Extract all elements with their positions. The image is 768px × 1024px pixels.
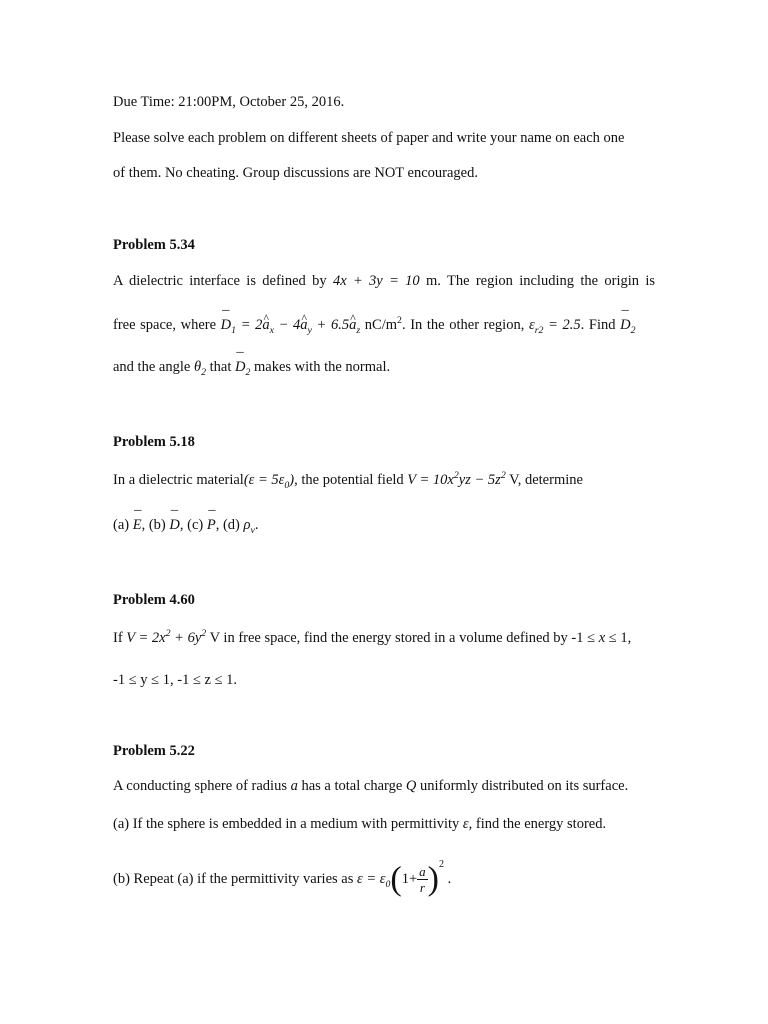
problem-5-34-line-1: A dielectric interface is defined by 4x + 3y = 10 m. The region including the origin is [113,273,655,289]
problem-4-60-line-2: -1 ≤ y ≤ 1, -1 ≤ z ≤ 1. [113,672,238,688]
d2-symbol-2: ¯ $D_2$ [235,359,250,375]
potential-equation: $V = 10x^2yz - 5z^2$ [407,470,506,488]
problem-5-34-title: Problem 5.34 [113,237,195,253]
problem-5-22-line-1: A conducting sphere of radius a has a total charge Q uniformly distributed on its surface. [113,778,629,794]
potential-4-60: $V = 2x^2 + 6y^2$ [126,628,207,646]
instructions-line-2: of them. No cheating. Group discussions are NOT encouraged. [113,165,478,181]
epsilon-material: $(\varepsilon = 5\varepsilon_0)$ [243,472,295,491]
problem-5-18-line-1: In a dielectric material(ε = $5\varepsilon_0$), the potential field $V = 10x^2yz - 5z^2$ V, determine [113,470,583,491]
epsilon-r2: $\varepsilon_{r2} = 2.5$ [528,317,581,336]
permittivity-equation: $\varepsilon = \varepsilon_0$ [357,870,391,890]
due-time: Due Time: 21:00PM, October 25, 2016. [113,94,345,110]
d2-symbol: ¯ $D_2$ [620,317,635,333]
problem-5-34-line-2: free space, where ¯ $D_1$ = 2^ $a_x$ − 4^ $a_y$ + 6.5^ $a_z$ $nC/m^2$. In the other region, $\varepsilon_{r2} = 2.5$. Find ¯ $D_2$ [113,315,636,335]
problem-5-18-title: Problem 5.18 [113,434,195,450]
problem-4-60-line-1: If $V = 2x^2 + 6y^2$ V in free space, find the energy stored in a volume defined by -1 ≤ x ≤ 1, [113,628,632,646]
problem-5-34-line-3: and the angle $\theta_2$ that ¯ $D_2$ makes with the normal. [113,357,390,377]
problem-5-22-title: Problem 5.22 [113,743,195,759]
problem-5-22-line-2: (a) If the sphere is embedded in a medium with permittivity ε, find the energy stored. [113,816,607,832]
interface-equation: 4x + 3y = 10 [332,273,420,289]
problem-5-18-line-2: (a) ¯ E, (b) ¯ D, (c) ¯ P, (d) $\rho_v$. [113,515,258,535]
problem-4-60-title: Problem 4.60 [113,592,195,608]
d1-equation: ¯ $D_1$ = 2^ $a_x$ − 4^ $a_y$ + 6.5^ $a_z$ [221,317,361,333]
problem-5-22-line-3: (b) Repeat (a) if the permittivity varies as $\varepsilon = \varepsilon_0(1+$ $\frac{a}{r}$ )$^2$ . [113,858,452,898]
instructions-line-1: Please solve each problem on different sheets of paper and write your name on each one [113,130,625,146]
theta2-symbol: $\theta_2$ [193,359,206,378]
